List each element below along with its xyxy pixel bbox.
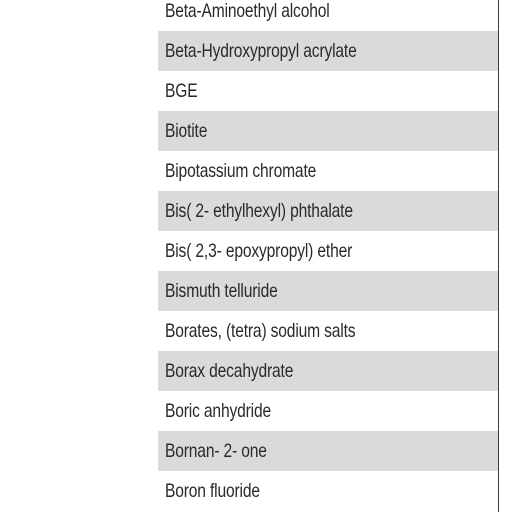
table-row	[158, 31, 498, 71]
chemical-name-cell: Bis( 2,3- epoxypropyl) ether	[165, 239, 353, 262]
table-row	[158, 0, 498, 31]
chemical-name-cell: BGE	[165, 79, 198, 102]
chemical-name-table	[158, 0, 498, 511]
chemical-name-cell: Beta-Hydroxypropyl acrylate	[165, 39, 357, 62]
table-row	[158, 311, 498, 351]
column-divider-line	[498, 0, 499, 512]
chemical-name-cell: Boron fluoride	[165, 479, 260, 502]
table-row	[158, 71, 498, 111]
chemical-name-cell: Borates, (tetra) sodium salts	[165, 319, 356, 342]
table-row	[158, 191, 498, 231]
table-row	[158, 151, 498, 191]
table-row	[158, 471, 498, 511]
chemical-name-cell: Bismuth telluride	[165, 279, 278, 302]
chemical-name-cell: Bipotassium chromate	[165, 159, 317, 182]
table-row	[158, 351, 498, 391]
chemical-name-cell: Bis( 2- ethylhexyl) phthalate	[165, 199, 353, 222]
chemical-name-cell: Boric anhydride	[165, 399, 271, 422]
chemical-name-cell: Bornan- 2- one	[165, 439, 267, 462]
table-row	[158, 111, 498, 151]
chemical-name-cell: Beta-Aminoethyl alcohol	[165, 0, 330, 22]
table-row	[158, 271, 498, 311]
chemical-name-cell: Borax decahydrate	[165, 359, 294, 382]
table-row	[158, 231, 498, 271]
table-row	[158, 431, 498, 471]
chemical-name-cell: Biotite	[165, 119, 208, 142]
table-row	[158, 391, 498, 431]
